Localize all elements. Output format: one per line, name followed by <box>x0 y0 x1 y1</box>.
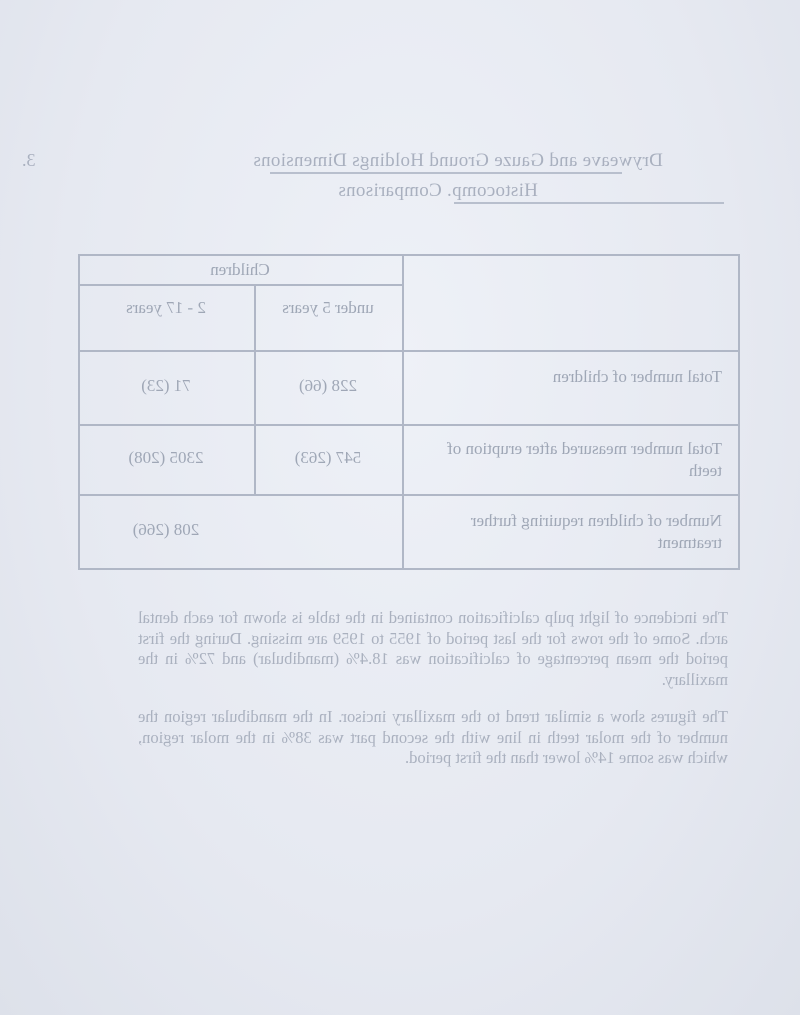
subtitle-underline <box>454 202 724 204</box>
table-border-top <box>78 254 740 256</box>
row-value: 547 (263) <box>294 448 362 467</box>
body-text <box>138 608 728 786</box>
header-group-label: Children <box>210 260 270 279</box>
section-title: Dryweave and Gauze Ground Holdings Dimensions <box>253 150 663 171</box>
paragraph: The figures show a similar trend to the maxillary incisor. In the mandibular region the number of the molar teeth in line with the second part was 38% in the molar region, which was some 14% lower than the first period. <box>138 707 728 767</box>
label-column-divider <box>402 254 404 570</box>
row-label: Total number measured after eruption of teeth <box>447 439 722 480</box>
row-label: Total number of children <box>552 367 722 386</box>
paragraph: The incidence of light pulp calcification contained in the table is shown for each dental arch. Some of the rows for the last period of 1955 to 1959 are missing. During the first period the mean percentage of calcification was 18.4% (mandibular) and 72% in the maxillary. <box>138 608 728 689</box>
header-divider <box>78 350 740 352</box>
header-group-divider <box>78 284 402 286</box>
row-value: 2305 (208) <box>128 448 204 467</box>
row-value: 208 (266) <box>132 520 200 539</box>
data-table <box>78 254 740 570</box>
row-value: 228 (66) <box>298 376 358 395</box>
section-number: 3. <box>22 150 36 170</box>
column-header-under-5: under 5 years <box>282 298 374 317</box>
table-border-left <box>738 254 740 570</box>
table-border-bottom <box>78 568 740 570</box>
title-underline <box>270 172 622 174</box>
column-header-2-17: 2 - 17 years <box>126 298 206 317</box>
row-divider-2 <box>78 494 740 496</box>
section-subtitle: Histocomp. Comparisons <box>338 180 538 201</box>
row-label: Number of children requiring further treatment <box>470 511 722 552</box>
row-divider-1 <box>78 424 740 426</box>
row-value: 71 (23) <box>141 376 191 395</box>
